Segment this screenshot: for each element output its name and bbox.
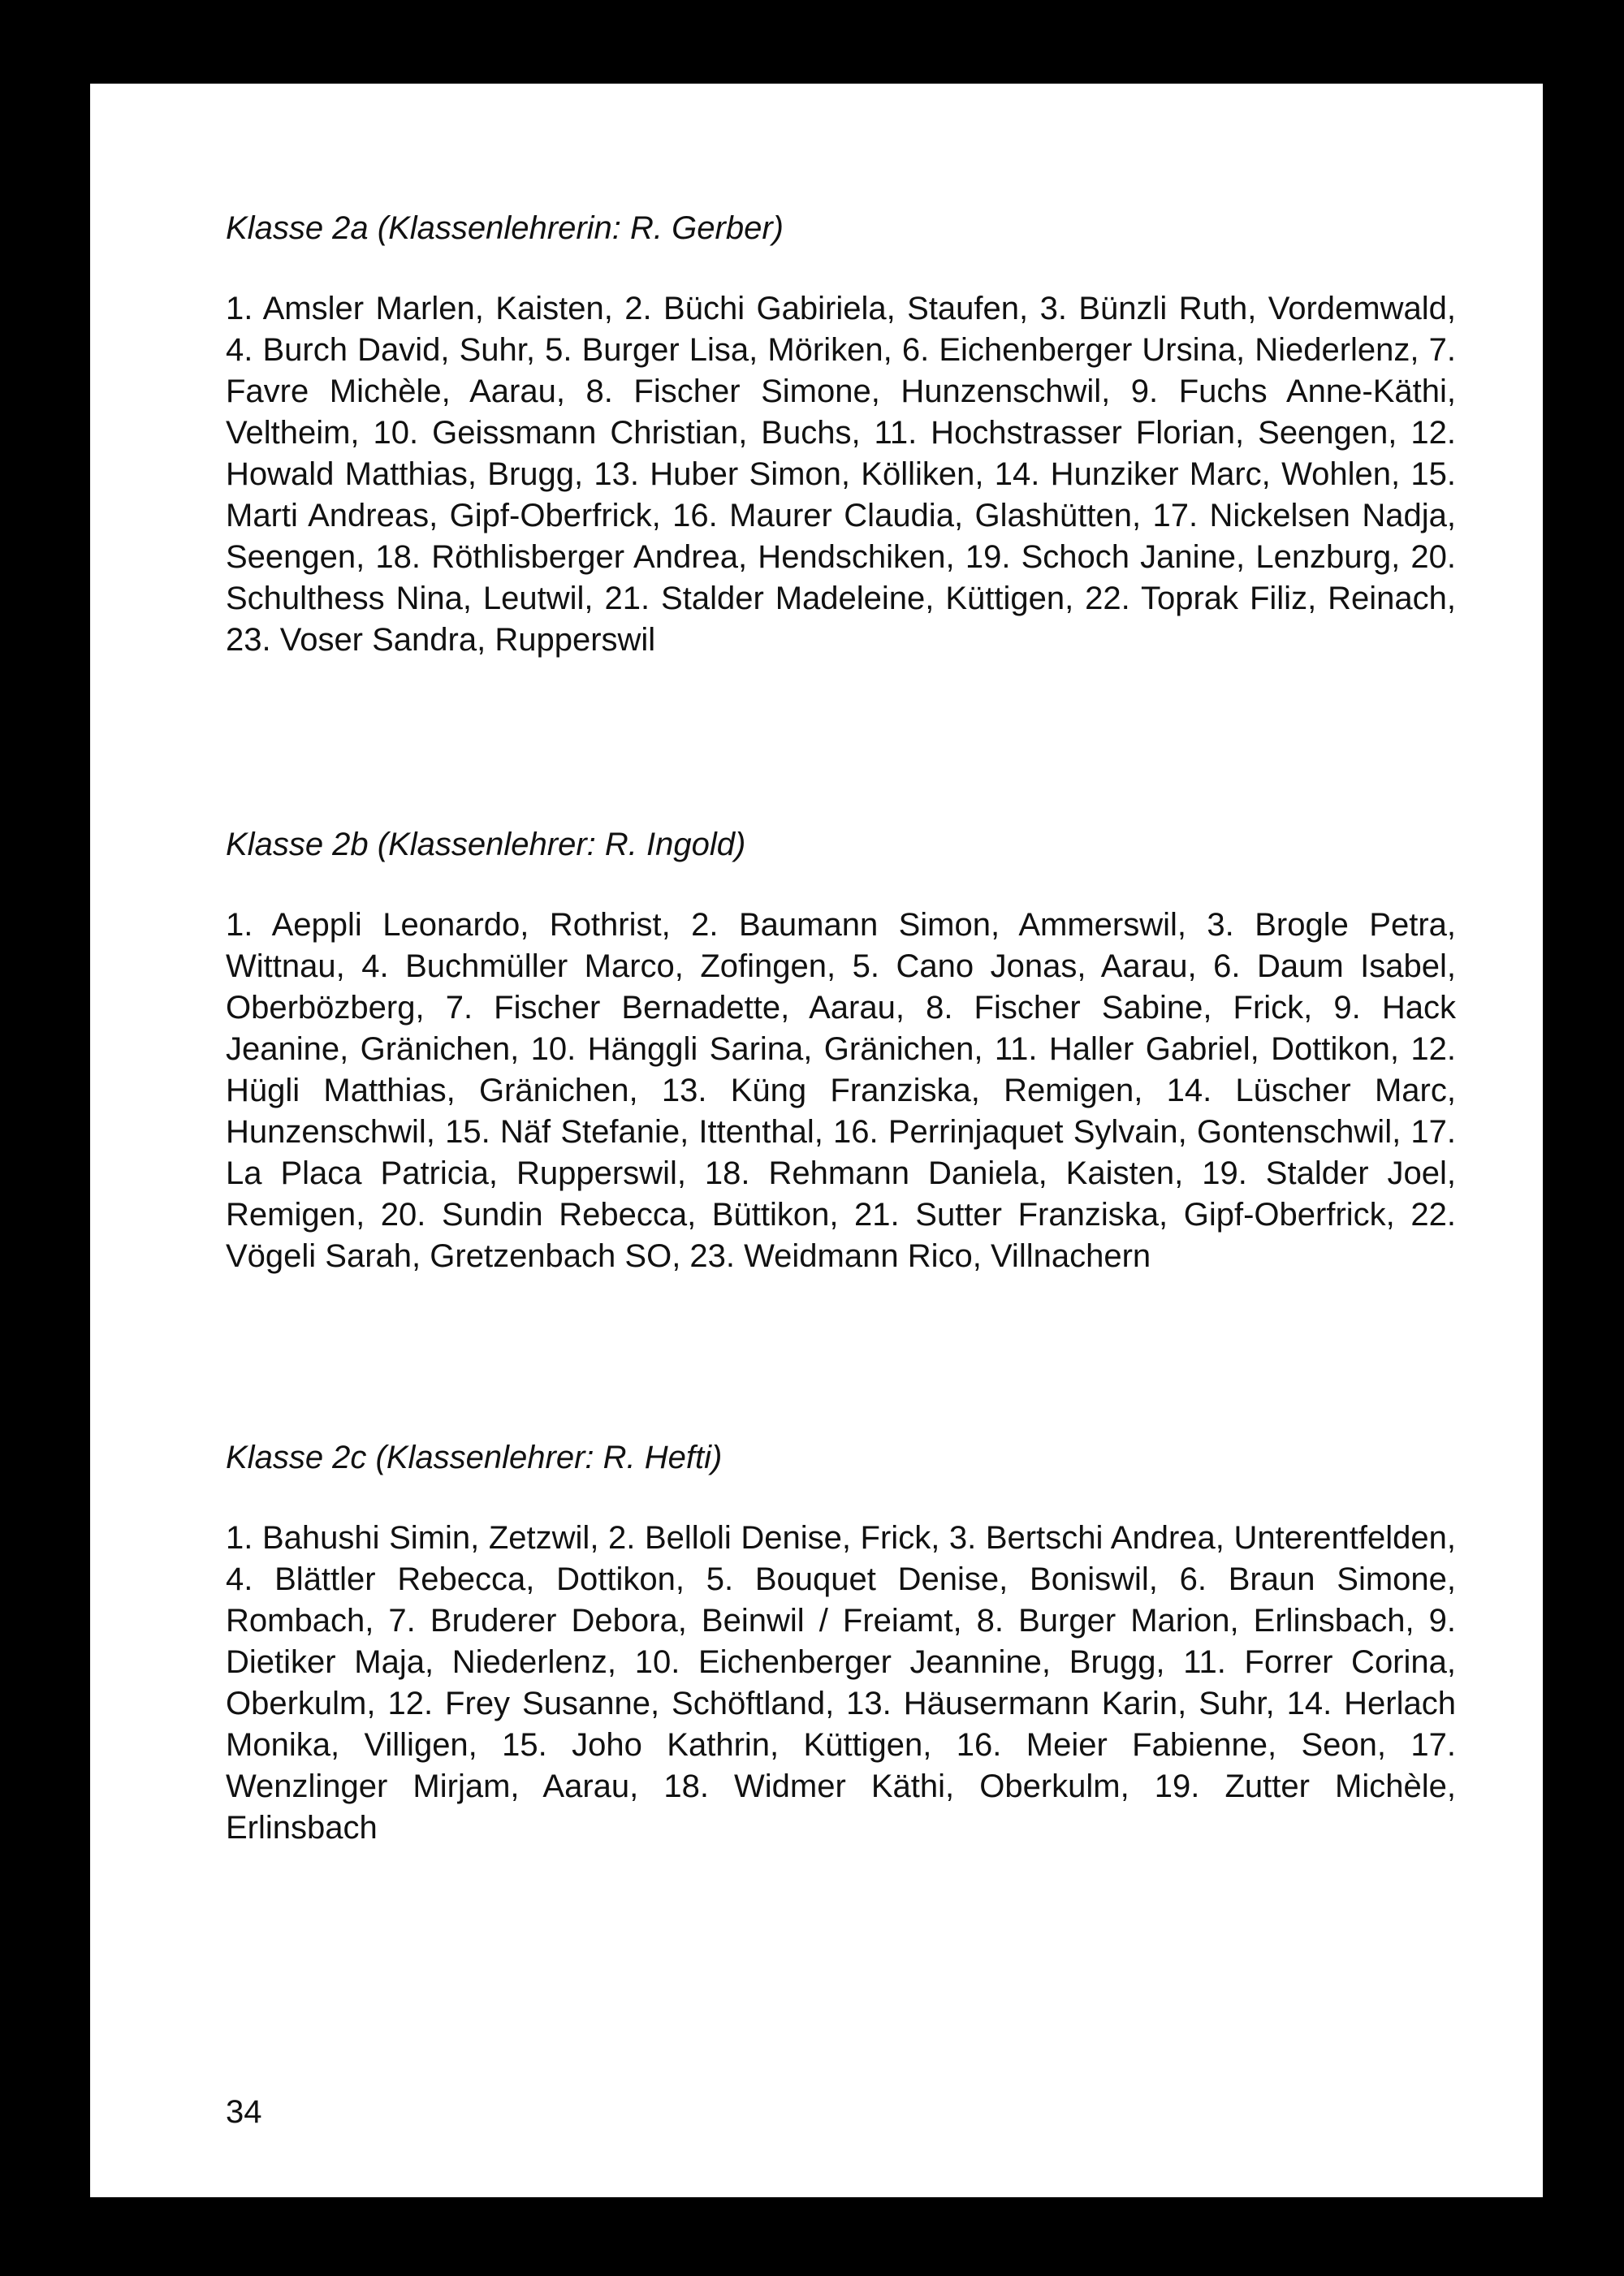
- class-2c-heading: Klasse 2c (Klassenlehrer: R. Hefti): [226, 1440, 723, 1475]
- document-page: [90, 84, 1543, 2197]
- class-2c-student-list: 1. Bahushi Simin, Zetzwil, 2. Belloli Denise, Frick, 3. Bertschi Andrea, Unterentfelden, 4. Blättler Rebecca, Dottikon, 5. Bouquet Denise, Boniswil, 6. Braun Simone, Rombach, 7. Bruderer Debora, Beinwil / Freiamt, 8. Burger Marion, Erlinsbach, 9. Dietiker Maja, Niederlenz, 10. Eichenberger Jeannine, Brugg, 11. Forrer Corina, Oberkulm, 12. Frey Susanne, Schöftland, 13. Häusermann Karin, Suhr, 14. Herlach Monika, Villigen, 15. Joho Kathrin, Küttigen, 16. Meier Fabienne, Seon, 17. Wenzlinger Mirjam, Aarau, 18. Widmer Käthi, Oberkulm, 19. Zutter Michèle, Erlinsbach: [226, 1520, 1456, 1846]
- class-2b-student-list: 1. Aeppli Leonardo, Rothrist, 2. Baumann Simon, Ammerswil, 3. Brogle Petra, Wittnau, 4. Buchmüller Marco, Zofingen, 5. Cano Jonas, Aarau, 6. Daum Isabel, Oberbözberg, 7. Fischer Bernadette, Aarau, 8. Fischer Sabine, Frick, 9. Hack Jeanine, Gränichen, 10. Hänggli Sarina, Gränichen, 11. Haller Gabriel, Dottikon, 12. Hügli Matthias, Gränichen, 13. Küng Franziska, Remigen, 14. Lüscher Marc, Hunzenschwil, 15. Näf Stefanie, Ittenthal, 16. Perrinjaquet Sylvain, Gontenschwil, 17. La Placa Patricia, Rupperswil, 18. Rehmann Daniela, Kaisten, 19. Stalder Joel, Remigen, 20. Sundin Rebecca, Büttikon, 21. Sutter Franziska, Gipf-Oberfrick, 22. Vögeli Sarah, Gretzenbach SO, 23. Weidmann Rico, Villnachern: [226, 907, 1456, 1274]
- class-2b-heading: Klasse 2b (Klassenlehrer: R. Ingold): [226, 827, 746, 862]
- page-number: 34: [226, 2094, 262, 2130]
- class-2a-heading: Klasse 2a (Klassenlehrerin: R. Gerber): [226, 210, 784, 246]
- class-2a-student-list: 1. Amsler Marlen, Kaisten, 2. Büchi Gabiriela, Staufen, 3. Bünzli Ruth, Vordemwald, 4. Burch David, Suhr, 5. Burger Lisa, Möriken, 6. Eichenberger Ursina, Niederlenz, 7. Favre Michèle, Aarau, 8. Fischer Simone, Hunzenschwil, 9. Fuchs Anne-Käthi, Veltheim, 10. Geissmann Christian, Buchs, 11. Hochstrasser Florian, Seengen, 12. Howald Matthias, Brugg, 13. Huber Simon, Kölliken, 14. Hunziker Marc, Wohlen, 15. Marti Andreas, Gipf-Oberfrick, 16. Maurer Claudia, Glashütten, 17. Nickelsen Nadja, Seengen, 18. Röthlisberger Andrea, Hendschiken, 19. Schoch Janine, Lenzburg, 20. Schulthess Nina, Leutwil, 21. Stalder Madeleine, Küttigen, 22. Toprak Filiz, Reinach, 23. Voser Sandra, Rupperswil: [226, 291, 1456, 658]
